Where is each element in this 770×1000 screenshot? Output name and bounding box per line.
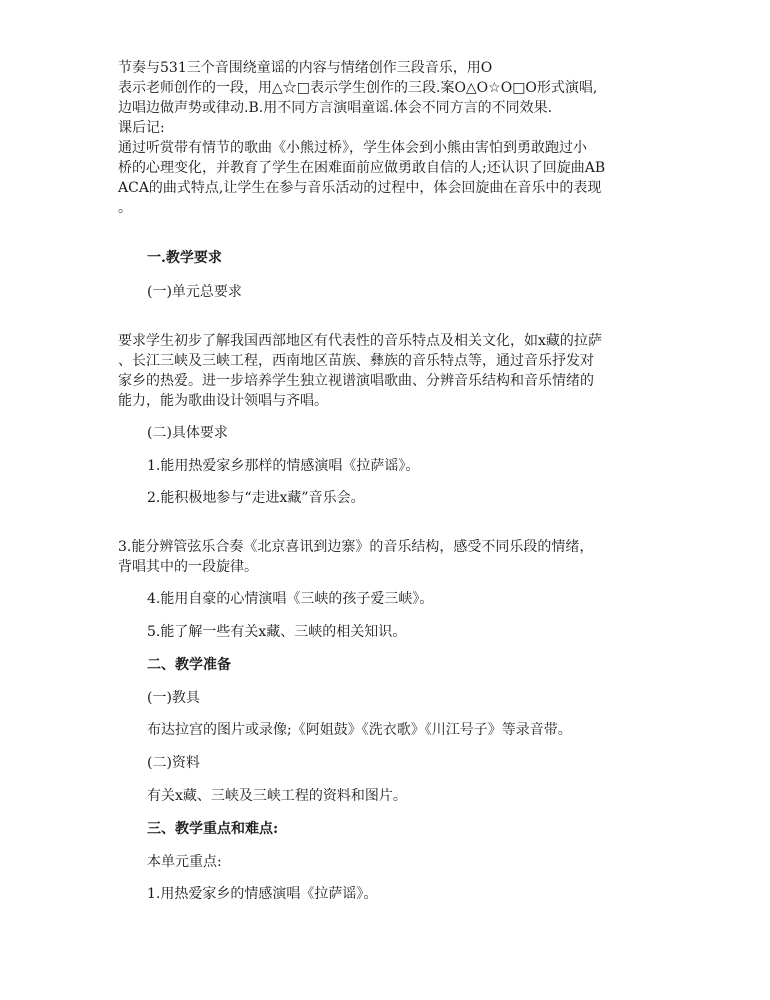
requirement-item-3-line-1: 3.能分辨管弦乐合奏《北京喜讯到边寨》的音乐结构，感受不同乐段的情绪， <box>118 539 594 555</box>
materials-text: 有关x藏、三峡及三峡工程的资料和图片。 <box>147 788 407 804</box>
subheading-teaching-aids: (一)教具 <box>147 690 200 706</box>
note-line-2: 桥的心理变化，并教育了学生在困难面前应做勇敢自信的人;还认识了回旋曲AB <box>118 160 606 176</box>
note-line-4: 。 <box>118 200 132 216</box>
intro-line-1: 节奏与531三个音围绕童谣的内容与情绪创作三段音乐，用O <box>118 60 493 76</box>
general-line-3: 家乡的热爱。进一步培养学生独立视谱演唱歌曲、分辨音乐结构和音乐情绪的 <box>118 373 594 389</box>
key-point-item-1: 1.用热爱家乡的情感演唱《拉萨谣》。 <box>147 886 378 902</box>
requirement-item-3-line-2: 背唱其中的一段旋律。 <box>118 559 258 575</box>
requirement-item-5: 5.能了解一些有关x藏、三峡的相关知识。 <box>147 624 407 640</box>
note-line-3: ACA的曲式特点,让学生在参与音乐活动的过程中，体会回旋曲在音乐中的表现 <box>118 180 602 196</box>
intro-line-2: 表示老师创作的一段，用△☆□表示学生创作的三段.案O△O☆O□O形式演唱, <box>118 80 598 96</box>
section-heading-requirements: 一.教学要求 <box>147 250 222 266</box>
subheading-unit-requirements: (一)单元总要求 <box>147 284 242 300</box>
subheading-unit-key-points: 本单元重点: <box>147 854 222 870</box>
requirement-item-1: 1.能用热爱家乡那样的情感演唱《拉萨谣》。 <box>147 458 420 474</box>
subheading-specific-requirements: (二)具体要求 <box>147 425 228 441</box>
general-line-1: 要求学生初步了解我国西部地区有代表性的音乐特点及相关文化，如x藏的拉萨 <box>118 333 602 349</box>
teaching-aids-text: 布达拉宫的图片或录像;《阿姐鼓》《洗衣歌》《川江号子》等录音带。 <box>147 722 572 738</box>
intro-line-3: 边唱边做声势或律动.B.用不同方言演唱童谣.体会不同方言的不同效果. <box>118 100 553 116</box>
requirement-item-2: 2.能积极地参与“走进x藏”音乐会。 <box>147 490 365 506</box>
subheading-materials: (二)资料 <box>147 755 200 771</box>
general-line-4: 能力，能为歌曲设计领唱与齐唱。 <box>118 393 328 409</box>
section-heading-preparation: 二、教学准备 <box>147 657 231 673</box>
section-heading-key-points: 三、教学重点和难点: <box>147 821 279 837</box>
note-line-1: 通过听赏带有情节的歌曲《小熊过桥》，学生体会到小熊由害怕到勇敢跑过小 <box>118 140 587 156</box>
requirement-item-4: 4.能用自豪的心情演唱《三峡的孩子爱三峡》。 <box>147 591 434 607</box>
after-class-note-label: 课后记: <box>118 120 165 136</box>
general-line-2: 、长江三峡及三峡工程，西南地区苗族、彝族的音乐特点等，通过音乐抒发对 <box>118 353 594 369</box>
